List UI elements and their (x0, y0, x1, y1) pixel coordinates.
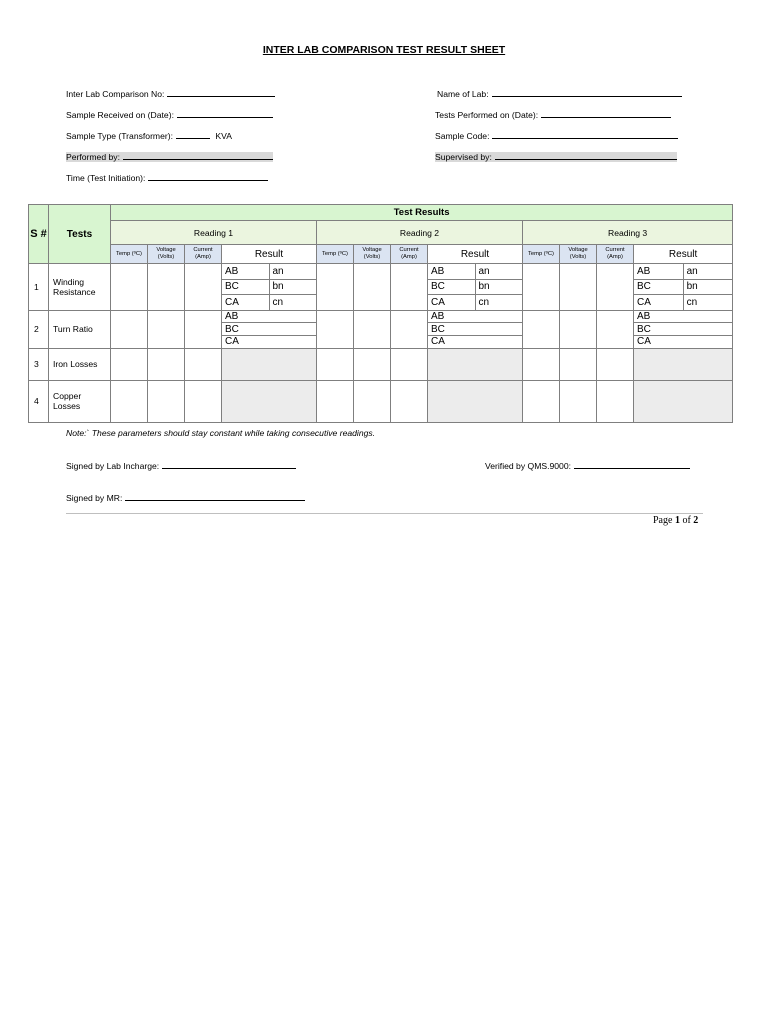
current-cell[interactable] (597, 380, 634, 422)
supervised-by-field[interactable] (435, 152, 677, 162)
reading-3-header: Reading 3 (523, 221, 733, 245)
test-results-table (28, 204, 733, 423)
result-header: Result (634, 245, 733, 264)
voltage-header: Voltage (Volts) (148, 245, 185, 264)
voltage-cell[interactable] (148, 380, 185, 422)
performed-by-label: Performed by: (66, 152, 120, 162)
temp-header: Temp (ºC) (111, 245, 148, 264)
row-number: 4 (29, 380, 49, 422)
current-cell[interactable] (185, 348, 222, 380)
result-cell[interactable] (428, 310, 523, 348)
qms-verification-label: Verified by QMS.9000: (485, 461, 571, 471)
result-cell[interactable] (634, 380, 733, 422)
current-header: Current (Amp) (597, 245, 634, 264)
supervised-by-label: Supervised by: (435, 152, 492, 162)
row-number: 3 (29, 348, 49, 380)
voltage-cell[interactable] (560, 310, 597, 348)
tests-performed-label: Tests Performed on (Date): (435, 110, 539, 120)
current-cell[interactable] (185, 380, 222, 422)
comparison-no-label: Inter Lab Comparison No: (66, 89, 165, 99)
current-cell[interactable] (391, 380, 428, 422)
page-total: 2 (693, 515, 699, 526)
sample-type-label: Sample Type (Transformer): (66, 131, 173, 141)
result-cell[interactable] (222, 264, 317, 311)
phase-label: AB (428, 311, 522, 323)
temp-cell[interactable] (317, 264, 354, 311)
table-row (29, 348, 733, 380)
result-cell[interactable] (222, 380, 317, 422)
phase-label: CA (225, 336, 239, 348)
voltage-cell[interactable] (354, 264, 391, 311)
phase-label: AB (634, 311, 732, 323)
temp-cell[interactable] (111, 310, 148, 348)
temp-cell[interactable] (111, 348, 148, 380)
sample-received-field[interactable] (66, 110, 273, 120)
current-header: Current (Amp) (391, 245, 428, 264)
sample-code-label: Sample Code: (435, 131, 490, 141)
phase-label: AB (428, 264, 475, 279)
phase-label: CA (428, 295, 475, 310)
document-title: INTER LAB COMPARISON TEST RESULT SHEET (262, 44, 506, 56)
footer-divider (66, 513, 703, 514)
voltage-cell[interactable] (148, 310, 185, 348)
temp-cell[interactable] (523, 348, 560, 380)
neutral-label: an (475, 264, 522, 279)
neutral-label: an (269, 264, 316, 279)
phase-label: BC (428, 279, 475, 295)
note-text: Note:` These parameters should stay constant while taking consecutive readings. (66, 428, 376, 438)
table-row (29, 380, 733, 422)
lab-incharge-blank[interactable] (162, 461, 296, 469)
sample-type-unit: KVA (215, 131, 232, 141)
performed-by-field[interactable] (66, 152, 273, 162)
time-initiation-label: Time (Test Initiation): (66, 173, 146, 183)
result-cell[interactable] (634, 264, 733, 311)
neutral-label: bn (683, 279, 732, 295)
voltage-header: Voltage (Volts) (560, 245, 597, 264)
lab-incharge-signature[interactable] (66, 461, 296, 471)
result-cell[interactable] (428, 264, 523, 311)
phase-label: AB (222, 311, 316, 323)
temp-cell[interactable] (317, 310, 354, 348)
result-cell[interactable] (428, 348, 523, 380)
phase-label: AB (222, 264, 269, 279)
voltage-cell[interactable] (560, 380, 597, 422)
tests-performed-field[interactable] (435, 110, 671, 120)
neutral-label: cn (478, 296, 490, 308)
time-initiation-blank[interactable] (148, 173, 268, 181)
result-cell[interactable] (222, 348, 317, 380)
temp-cell[interactable] (111, 380, 148, 422)
result-header: Result (222, 245, 317, 264)
temp-cell[interactable] (111, 264, 148, 311)
sample-code-blank[interactable] (492, 131, 678, 139)
temp-header: Temp (ºC) (523, 245, 560, 264)
voltage-header: Voltage (Volts) (354, 245, 391, 264)
neutral-label: bn (269, 279, 316, 295)
result-header: Result (428, 245, 523, 264)
name-of-lab-blank[interactable] (492, 89, 682, 97)
voltage-cell[interactable] (560, 264, 597, 311)
sn-header: S # (29, 205, 49, 264)
tests-header: Tests (49, 205, 111, 264)
voltage-cell[interactable] (560, 348, 597, 380)
test-name: Turn Ratio (49, 310, 111, 348)
phase-label: CA (222, 295, 269, 310)
result-cell[interactable] (634, 348, 733, 380)
result-cell[interactable] (428, 380, 523, 422)
phase-label: CA (431, 336, 445, 348)
qms-verification-blank[interactable] (574, 461, 690, 469)
temp-header: Temp (ºC) (317, 245, 354, 264)
current-cell[interactable] (597, 310, 634, 348)
current-header: Current (Amp) (185, 245, 222, 264)
temp-cell[interactable] (523, 310, 560, 348)
comparison-no-blank[interactable] (167, 89, 275, 97)
neutral-label: an (683, 264, 732, 279)
neutral-label: cn (686, 296, 698, 308)
page-of: of (682, 515, 691, 526)
test-name: Winding Resistance (49, 264, 111, 311)
phase-label: BC (634, 279, 683, 295)
row-number: 2 (29, 310, 49, 348)
current-cell[interactable] (597, 348, 634, 380)
sample-received-blank[interactable] (177, 110, 273, 118)
page-current: 1 (674, 515, 680, 526)
mr-blank[interactable] (125, 493, 305, 501)
phase-label: BC (428, 323, 522, 336)
result-cell[interactable] (222, 310, 317, 348)
current-cell[interactable] (185, 310, 222, 348)
voltage-cell[interactable] (354, 310, 391, 348)
current-cell[interactable] (185, 264, 222, 311)
phase-label: BC (222, 279, 269, 295)
current-cell[interactable] (391, 310, 428, 348)
performed-by-blank[interactable] (123, 152, 273, 160)
neutral-label: bn (475, 279, 522, 295)
table-row (29, 310, 733, 348)
sample-received-label: Sample Received on (Date): (66, 110, 174, 120)
lab-incharge-label: Signed by Lab Incharge: (66, 461, 160, 471)
test-name: Iron Losses (49, 348, 111, 380)
voltage-cell[interactable] (354, 348, 391, 380)
supervised-by-blank[interactable] (495, 152, 677, 160)
reading-2-header: Reading 2 (317, 221, 523, 245)
reading-1-header: Reading 1 (111, 221, 317, 245)
temp-cell[interactable] (317, 380, 354, 422)
result-cell[interactable] (634, 310, 733, 348)
neutral-label: cn (272, 296, 284, 308)
test-name: Copper Losses (49, 380, 111, 422)
temp-cell[interactable] (523, 264, 560, 311)
temp-cell[interactable] (523, 380, 560, 422)
mr-signature[interactable] (66, 493, 305, 503)
phase-label: CA (634, 295, 683, 310)
page-number (653, 515, 698, 526)
time-initiation-field[interactable] (66, 173, 268, 183)
comparison-no-field[interactable] (66, 89, 275, 99)
current-cell[interactable] (391, 264, 428, 311)
name-of-lab-field[interactable] (437, 89, 682, 99)
phase-label: BC (222, 323, 316, 336)
sample-type-blank[interactable] (176, 131, 210, 139)
voltage-cell[interactable] (148, 264, 185, 311)
sample-type-field[interactable] (66, 131, 232, 141)
voltage-cell[interactable] (148, 348, 185, 380)
test-results-header: Test Results (111, 205, 733, 221)
table-row (29, 264, 733, 311)
current-cell[interactable] (597, 264, 634, 311)
tests-performed-blank[interactable] (541, 110, 671, 118)
phase-label: CA (637, 336, 651, 348)
voltage-cell[interactable] (354, 380, 391, 422)
name-of-lab-label: Name of Lab: (437, 89, 489, 99)
current-cell[interactable] (391, 348, 428, 380)
phase-label: BC (634, 323, 732, 336)
qms-verification-signature[interactable] (485, 461, 690, 471)
sample-code-field[interactable] (435, 131, 678, 141)
page-prefix: Page (653, 515, 673, 526)
row-number: 1 (29, 264, 49, 311)
mr-label: Signed by MR: (66, 493, 123, 503)
phase-label: AB (634, 264, 683, 279)
temp-cell[interactable] (317, 348, 354, 380)
